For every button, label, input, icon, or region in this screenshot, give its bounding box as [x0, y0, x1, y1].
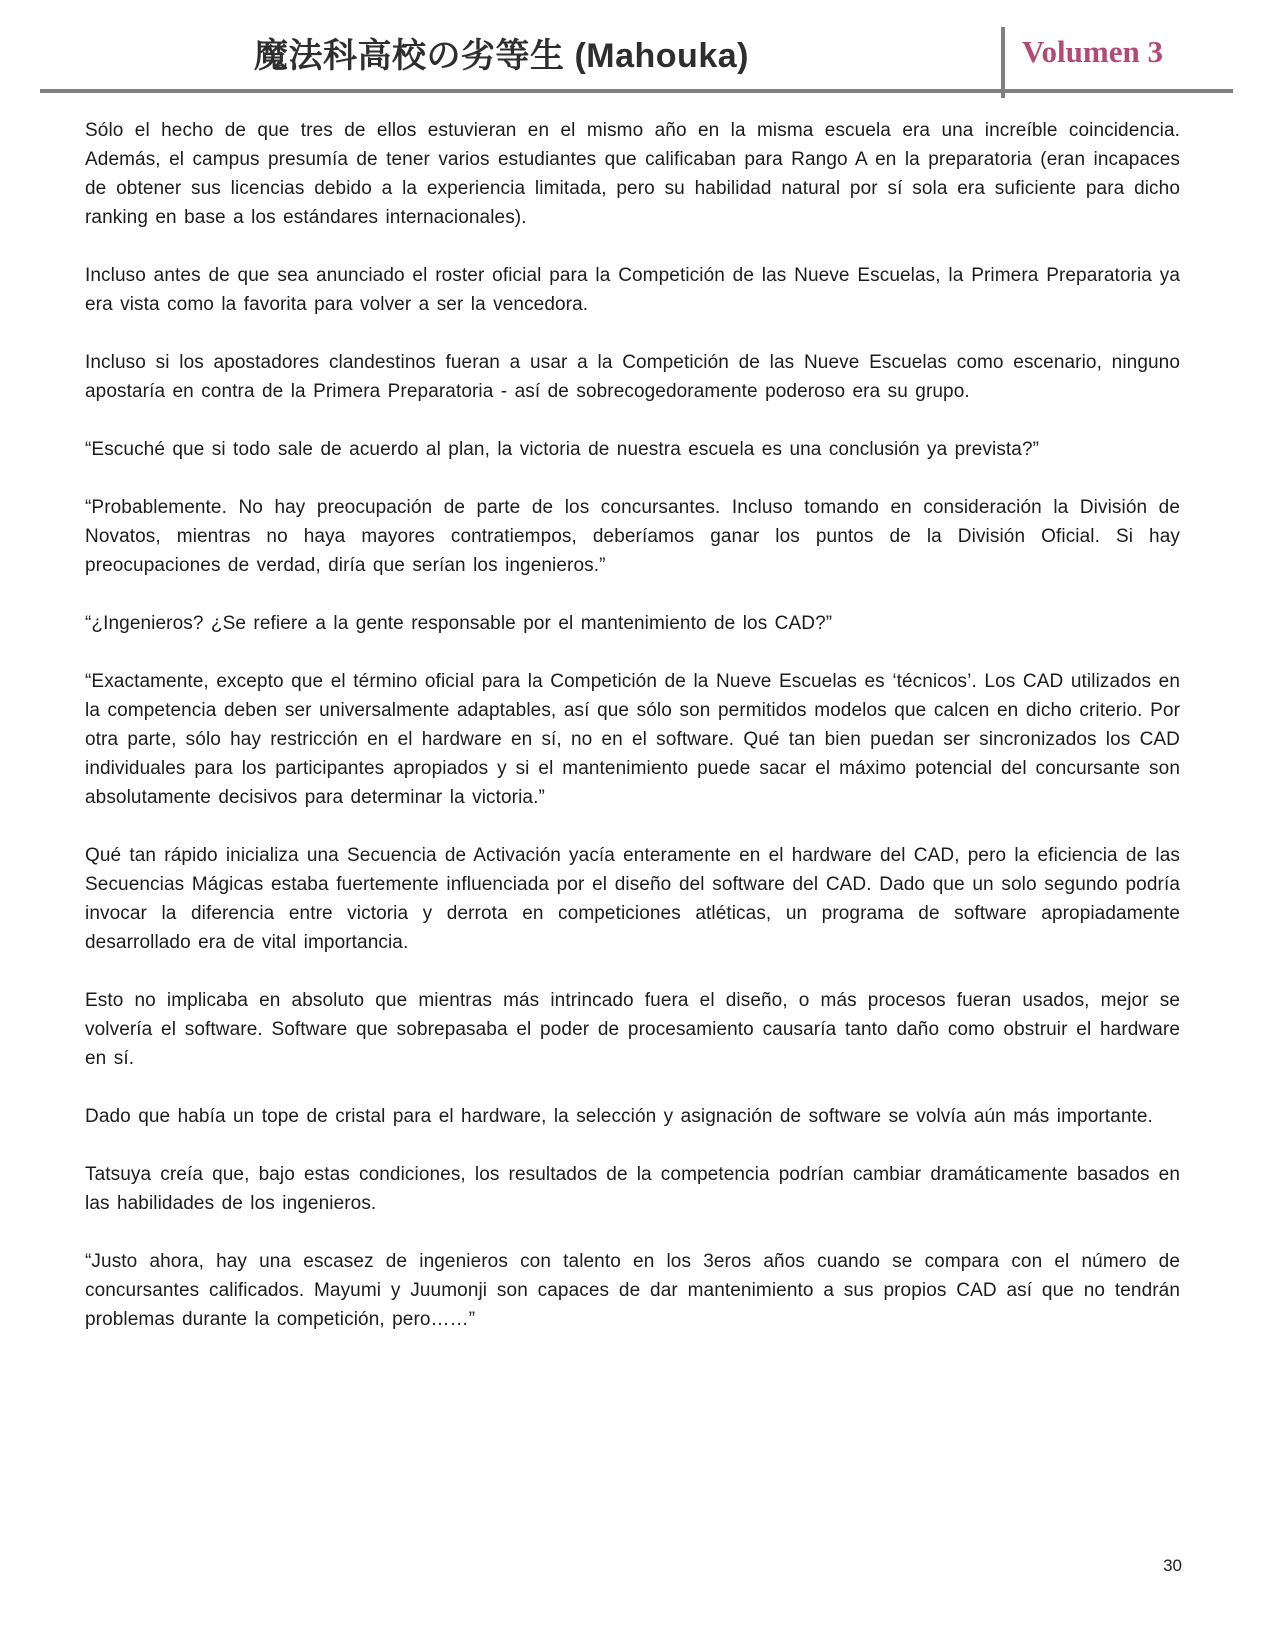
- volume-label: Volumen 3: [1022, 34, 1163, 69]
- paragraph: Dado que había un tope de cristal para el hardware, la selección y asignación de software se volvía aún más importante.: [85, 1106, 1153, 1127]
- series-title: 魔法科高校の劣等生 (Mahouka): [254, 37, 749, 75]
- page-header: [0, 0, 1275, 100]
- paragraph: Incluso antes de que sea anunciado el roster oficial para la Competición de las Nueve Escuelas, la Primera Preparatoria ya era vista como la favorita para volver a ser la vencedora.: [85, 265, 1180, 315]
- paragraph-dialogue: “Exactamente, excepto que el término oficial para la Competición de la Nueve Escuelas es ‘técnicos’. Los CAD utilizados en la competencia deben ser universalmente adaptables, así que sólo son permitidos modelos que calcen en dicho criterio. Por otra parte, sólo hay restricción en el hardware en sí, no en el software. Qué tan bien puedan ser sincronizados los CAD individuales para los participantes apropiados y si el mantenimiento puede sacar el máximo potencial del concursante son absolutamente decisivos para determinar la victoria.”: [85, 671, 1180, 808]
- paragraph-dialogue: “Probablemente. No hay preocupación de parte de los concursantes. Incluso tomando en consideración la División de Novatos, mientras no haya mayores contratiempos, deberíamos ganar los puntos de la División Oficial. Si hay preocupaciones de verdad, diría que serían los ingenieros.”: [85, 497, 1180, 576]
- paragraph-dialogue: “Justo ahora, hay una escasez de ingenieros con talento en los 3eros años cuando se compara con el número de concursantes calificados. Mayumi y Juumonji son capaces de dar mantenimiento a sus propios CAD así que no tendrán problemas durante la competición, pero……”: [85, 1251, 1180, 1330]
- paragraph: Sólo el hecho de que tres de ellos estuvieran en el mismo año en la misma escuela era una increíble coincidencia. Además, el campus presumía de tener varios estudiantes que calificaban para Rango A en la preparatoria (eran incapaces de obtener sus licencias debido a la experiencia limitada, pero su habilidad natural por sí sola era suficiente para dicho ranking en base a los estándares internacionales).: [85, 120, 1180, 228]
- header-horizontal-rule: [40, 89, 1233, 93]
- paragraph: Qué tan rápido inicializa una Secuencia de Activación yacía enteramente en el hardware del CAD, pero la eficiencia de las Secuencias Mágicas estaba fuertemente influenciada por el diseño del software del CAD. Dado que un solo segundo podría invocar la diferencia entre victoria y derrota en competiciones atléticas, un programa de software apropiadamente desarrollado era de vital importancia.: [85, 845, 1180, 953]
- page-number: 30: [1163, 1556, 1182, 1575]
- paragraph: Incluso si los apostadores clandestinos fueran a usar a la Competición de las Nueve Escuelas como escenario, ninguno apostaría en contra de la Primera Preparatoria - así de sobrecogedoramente poderoso era su grupo.: [85, 352, 1180, 402]
- paragraph: Esto no implicaba en absoluto que mientras más intrincado fuera el diseño, o más procesos fueran usados, mejor se volvería el software. Software que sobrepasaba el poder de procesamiento causaría tanto daño como obstruir el hardware en sí.: [85, 990, 1180, 1069]
- header-vertical-divider: [1001, 27, 1005, 98]
- paragraph-dialogue: “Escuché que si todo sale de acuerdo al plan, la victoria de nuestra escuela es una conclusión ya prevista?”: [85, 439, 1040, 460]
- paragraph-dialogue: “¿Ingenieros? ¿Se refiere a la gente responsable por el mantenimiento de los CAD?”: [85, 613, 833, 634]
- page-body-text: [85, 116, 1180, 1363]
- paragraph: Tatsuya creía que, bajo estas condiciones, los resultados de la competencia podrían cambiar dramáticamente basados en las habilidades de los ingenieros.: [85, 1164, 1180, 1214]
